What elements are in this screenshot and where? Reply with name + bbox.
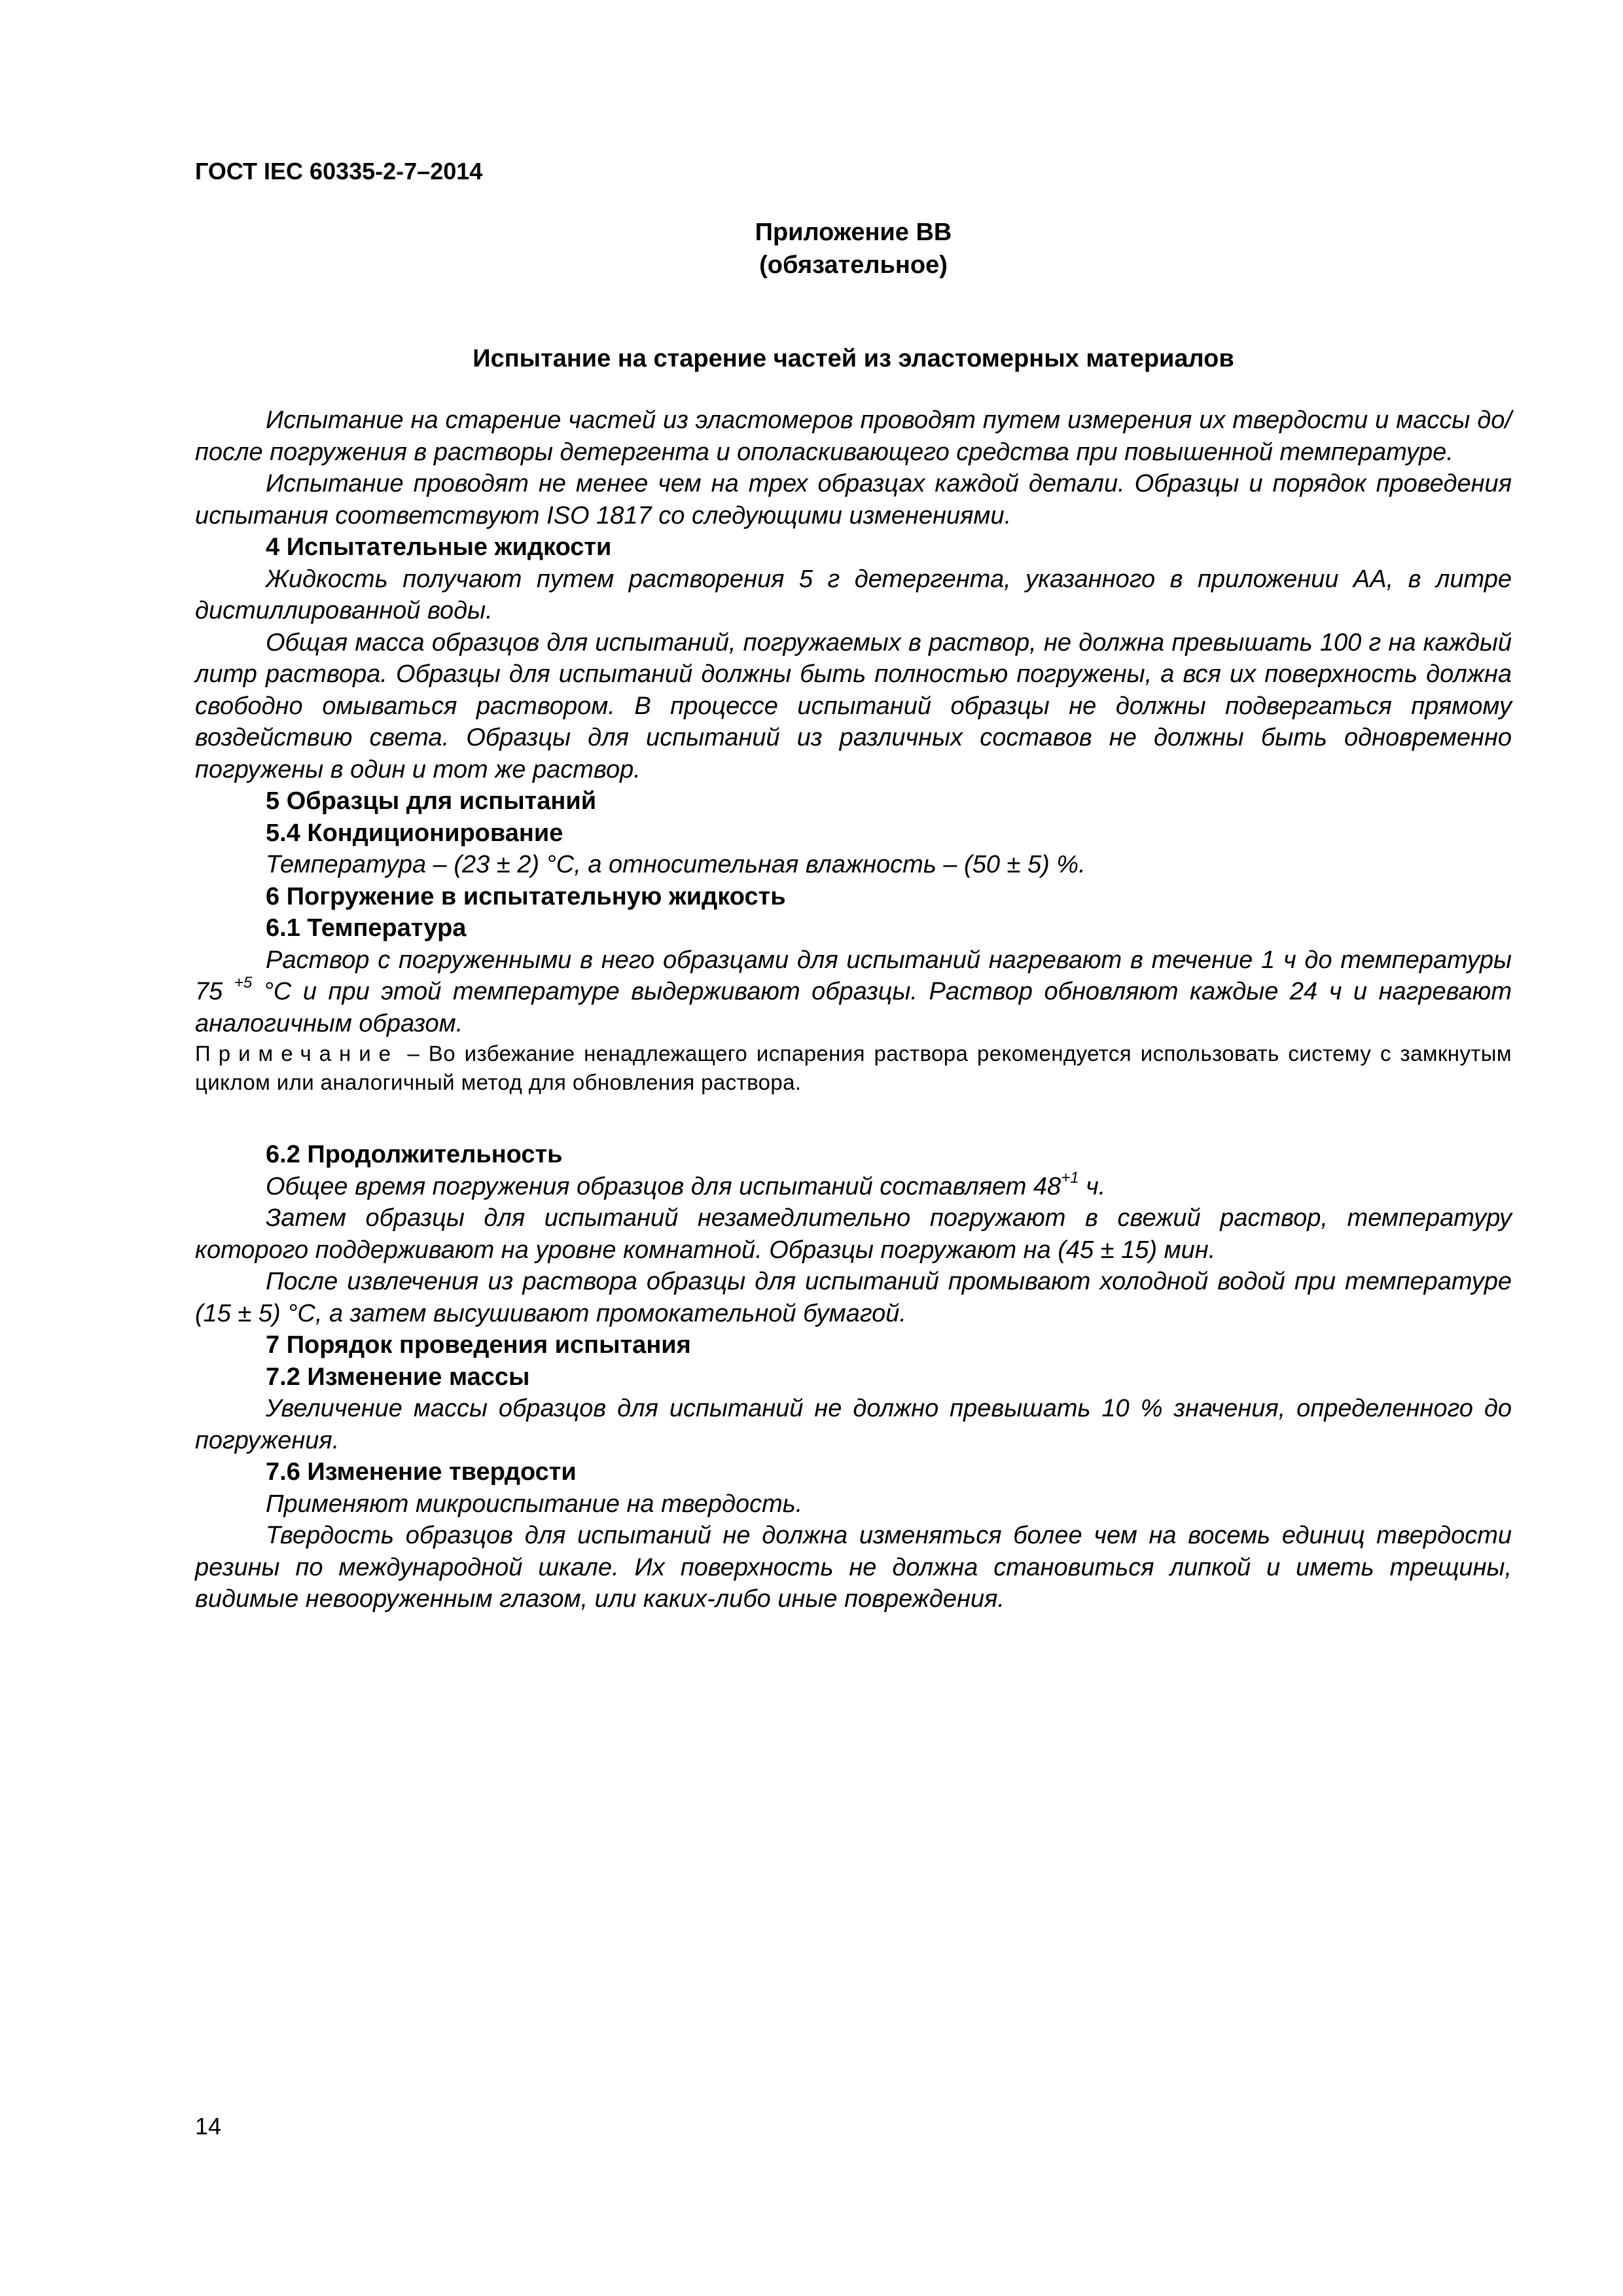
- section-heading-7: 7 Порядок проведения испытания: [266, 1331, 691, 1359]
- temperature-text-after: °С и при этой температуре выдерживают образцы. Раствор обновляют каждые 24 ч и нагревают аналогичным образом.: [195, 978, 1512, 1037]
- paragraph-intro: Испытание на старение частей из эластомеров проводят путем измерения их твердости и массы до/после погружения в растворы детергента и ополаскивающего средства при повышенной температуре.: [195, 406, 1512, 466]
- document-body: [195, 404, 1512, 1615]
- annex-status: (обязательное): [759, 251, 948, 279]
- paragraph-duration: [195, 1168, 1512, 1203]
- paragraph-mass-change: Увеличение массы образцов для испытаний не должно превышать 10 % значения, определенного до погружения.: [195, 1395, 1512, 1454]
- paragraph-samples: Испытание проводят не менее чем на трех образцах каждой детали. Образцы и порядок проведения испытания соответствуют ISO 1817 со следующими изменениями.: [195, 470, 1512, 529]
- paragraph-fresh-solution: Затем образцы для испытаний незамедлительно погружают в свежий раствор, температуру которого поддерживают на уровне комнатной. Образцы погружают на (45 ± 15) мин.: [195, 1204, 1512, 1264]
- paragraph-conditioning: Температура – (23 ± 2) °С, а относительная влажность – (50 ± 5) %.: [266, 851, 1086, 878]
- duration-text-before: Общее время погружения образцов для испытаний составляет 48: [266, 1172, 1061, 1200]
- duration-text-after: ч.: [1086, 1172, 1106, 1200]
- annex-heading: [195, 216, 1512, 281]
- note-text: – Во избежание ненадлежащего испарения раствора рекомендуется использовать систему с замкнутым циклом или аналогичный метод для обновления раствора.: [195, 1041, 1512, 1094]
- section-heading-6-2: 6.2 Продолжительность: [266, 1141, 563, 1168]
- annex-title: Испытание на старение частей из эластомерных материалов: [473, 345, 1234, 372]
- section-heading-5: 5 Образцы для испытаний: [266, 787, 597, 815]
- section-heading-6-1: 6.1 Температура: [266, 914, 467, 942]
- page-number: 14: [195, 2113, 222, 2140]
- section-heading-7-6: 7.6 Изменение твердости: [266, 1458, 577, 1486]
- paragraph-hardness: Твердость образцов для испытаний не должна изменяться более чем на восемь единиц твердости резины по международной шкале. Их поверхность не должна становиться липкой и иметь трещины, видимые невооруженным глазом, или каких-либо иные повреждения.: [195, 1522, 1512, 1613]
- section-heading-7-2: 7.2 Изменение массы: [266, 1363, 530, 1391]
- section-heading-5-4: 5.4 Кондиционирование: [266, 819, 563, 847]
- paragraph-rinse: После извлечения из раствора образцы для испытаний промывают холодной водой при температуре (15 ± 5) °С, а затем высушивают промокательной бумагой.: [195, 1268, 1512, 1327]
- spacer: [195, 1097, 1512, 1139]
- paragraph-mass: Общая масса образцов для испытаний, погружаемых в раствор, не должна превышать 100 г на каждый литр раствора. Образцы для испытаний должны быть полностью погружены, а вся их поверхность должна свободно омываться раствором. В процессе испытаний образцы не должны подвергаться прямому воздействию света. Образцы для испытаний из различных составов не должны быть одновременно погружены в один и тот же раствор.: [195, 628, 1512, 783]
- paragraph-liquid: Жидкость получают путем растворения 5 г детергента, указанного в приложении АА, в литре дистиллированной воды.: [195, 565, 1512, 624]
- paragraph-temperature: [195, 944, 1512, 1040]
- annex-label: Приложение ВВ: [755, 219, 952, 246]
- paragraph-micro-test: Применяют микроиспытание на твердость.: [266, 1490, 803, 1518]
- temperature-text-before: Раствор с погруженными в него образцами для испытаний нагревают в течение 1 ч до температуры 75: [195, 946, 1512, 1005]
- document-id-header: ГОСТ IEC 60335-2-7–2014: [195, 158, 483, 185]
- temperature-tolerance-sup: +5: [234, 974, 253, 992]
- note-lead: Примечание: [195, 1041, 399, 1066]
- note: [195, 1039, 1512, 1097]
- section-heading-6: 6 Погружение в испытательную жидкость: [266, 882, 786, 910]
- section-heading-4: 4 Испытательные жидкости: [266, 533, 612, 561]
- duration-tolerance-sup: +1: [1061, 1168, 1079, 1187]
